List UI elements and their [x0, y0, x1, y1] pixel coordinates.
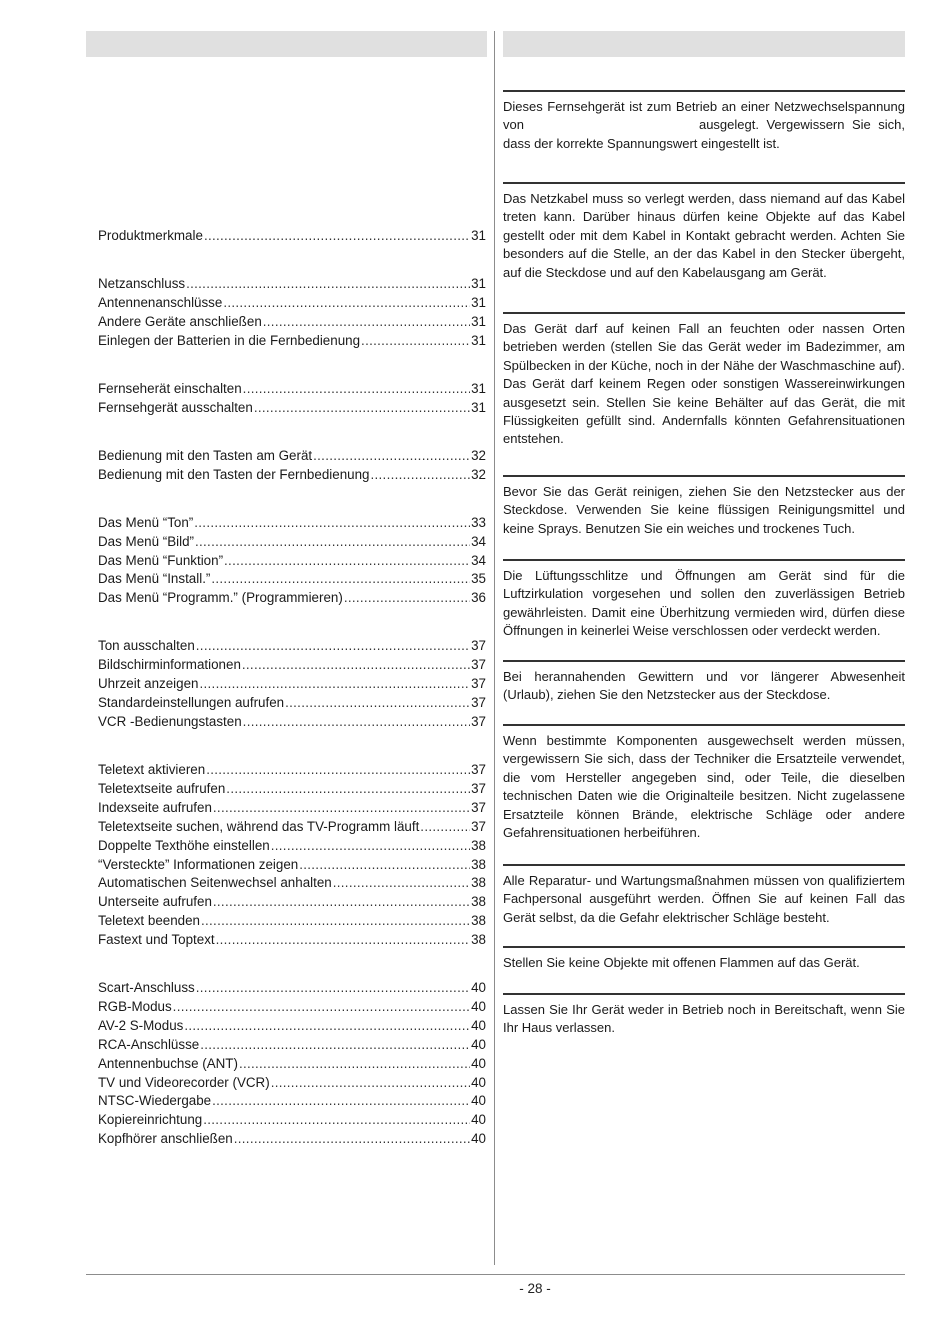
toc-dot-leader — [212, 1092, 470, 1111]
toc-dot-leader — [254, 399, 470, 418]
toc-dot-leader — [333, 874, 470, 893]
toc-entry-label: Indexseite aufrufen — [98, 799, 212, 815]
toc-entry — [98, 399, 486, 418]
toc-entry — [98, 874, 486, 893]
safety-text: Lassen Sie Ihr Gerät weder in Betrieb noch in Bereitschaft, wenn Sie Ihr Haus verlassen. — [503, 1002, 905, 1036]
toc-entry-page: 40 — [471, 1074, 486, 1090]
toc-entry-label: Fernsehgerät ausschalten — [98, 399, 253, 415]
toc-dot-leader — [206, 761, 470, 780]
toc-entry-page: 38 — [471, 837, 486, 853]
toc-entry — [98, 1017, 486, 1036]
toc-entry-page: 37 — [471, 676, 486, 692]
toc-entry — [98, 466, 486, 485]
toc-entry-label: Das Menü “Funktion” — [98, 552, 224, 568]
toc-dot-leader — [299, 856, 470, 875]
safety-section-ventilation — [503, 559, 905, 641]
toc-entry-page: 40 — [471, 1055, 486, 1071]
toc-entry-label: Das Menü “Programm.” (Programmieren) — [98, 590, 343, 606]
toc-dot-leader — [213, 799, 470, 818]
page-number: - 28 - — [519, 1281, 551, 1296]
section-rule — [503, 660, 905, 662]
toc-entry — [98, 380, 486, 399]
toc-entry — [98, 275, 486, 294]
toc-entry — [98, 931, 486, 950]
toc-entry — [98, 313, 486, 332]
toc-entry-page: 31 — [471, 294, 486, 310]
toc-dot-leader — [195, 533, 470, 552]
toc-entry-page: 40 — [471, 980, 486, 996]
toc-dot-leader — [213, 893, 470, 912]
toc-entry-label: Einlegen der Batterien in die Fernbedienung — [98, 332, 361, 348]
toc-entry — [98, 1130, 486, 1149]
toc-entry — [98, 694, 486, 713]
toc-dot-leader — [211, 570, 470, 589]
toc-entry-label: VCR -Bedienungstasten — [98, 713, 242, 729]
toc-entry — [98, 447, 486, 466]
toc-entry-page: 37 — [471, 713, 486, 729]
toc-entry — [98, 998, 486, 1017]
toc-entry-page: 40 — [471, 1112, 486, 1128]
toc-entry-label: Kopiereinrichtung — [98, 1112, 203, 1128]
toc-dot-leader — [194, 514, 470, 533]
toc-group — [98, 275, 486, 351]
section-rule — [503, 90, 905, 92]
toc-entry-label: Das Menü “Ton” — [98, 514, 194, 530]
toc-entry-label: Teletextseite suchen, während das TV-Programm läuft — [98, 818, 420, 834]
toc-entry-page: 31 — [471, 276, 486, 292]
toc-entry-label: “Versteckte” Informationen zeigen — [98, 856, 299, 872]
toc-entry — [98, 912, 486, 931]
toc-entry — [98, 514, 486, 533]
toc-entry — [98, 533, 486, 552]
toc-entry-page: 31 — [471, 313, 486, 329]
toc-entry-label: Uhrzeit anzeigen — [98, 676, 199, 692]
toc-entry — [98, 227, 486, 246]
toc-entry — [98, 1036, 486, 1055]
toc-group — [98, 447, 486, 485]
toc-entry — [98, 332, 486, 351]
toc-dot-leader — [201, 912, 470, 931]
toc-entry-label: Fastext und Toptext — [98, 932, 215, 948]
section-rule — [503, 475, 905, 477]
toc-dot-leader — [344, 589, 470, 608]
toc-entry-page: 37 — [471, 762, 486, 778]
safety-section-cleaning — [503, 475, 905, 538]
section-rule — [503, 312, 905, 314]
toc-entry — [98, 675, 486, 694]
toc-entry-page: 38 — [471, 875, 486, 891]
toc-entry — [98, 893, 486, 912]
safety-text: Die Lüftungsschlitze und Öffnungen am Gerät sind für die Luftzirkulation vorgesehen und sollen den zuverlässigen Betrieb gewährleisten. Damit eine Überhitzung vermieden wird, dürfen diese Öffnungen in keinerlei Weise verschlossen oder verdeckt werden. — [503, 568, 905, 639]
toc-dot-leader — [263, 313, 470, 332]
toc-entry-label: Produktmerkmale — [98, 228, 203, 243]
toc-entry-label: Bildschirminformationen — [98, 657, 241, 673]
toc-dot-leader — [204, 227, 470, 246]
toc-entry-page: 40 — [471, 1017, 486, 1033]
toc-entry — [98, 570, 486, 589]
toc-dot-leader — [243, 380, 470, 399]
toc-entry-label: Andere Geräte anschließen — [98, 313, 262, 329]
toc-entry-page: 37 — [471, 799, 486, 815]
toc-dot-leader — [271, 1074, 470, 1093]
toc-entry — [98, 589, 486, 608]
toc-entry-label: Unterseite aufrufen — [98, 894, 212, 910]
toc-dot-leader — [370, 466, 470, 485]
toc-entry-label: Kopfhörer anschließen — [98, 1131, 233, 1147]
toc-entry-label: Bedienung mit den Tasten am Gerät — [98, 447, 313, 463]
toc-group — [98, 761, 486, 950]
toc-entry-label: Bedienung mit den Tasten der Fernbedienung — [98, 466, 370, 482]
toc-entry-page: 38 — [471, 913, 486, 929]
toc-dot-leader — [224, 552, 470, 571]
toc-dot-leader — [196, 979, 470, 998]
toc-entry — [98, 656, 486, 675]
toc-dot-leader — [239, 1055, 470, 1074]
toc-entry-page: 37 — [471, 657, 486, 673]
toc-entry-label: Doppelte Texthöhe einstellen — [98, 837, 270, 853]
toc-entry-label: Automatischen Seitenwechsel anhalten — [98, 875, 332, 891]
toc-entry-label: Scart-Anschluss — [98, 980, 195, 996]
section-rule — [503, 993, 905, 995]
toc-entry-page: 37 — [471, 695, 486, 711]
toc-entry-page: 33 — [471, 514, 486, 530]
toc-entry-page: 34 — [471, 552, 486, 568]
toc-entry — [98, 637, 486, 656]
toc-entry-label: AV-2 S-Modus — [98, 1017, 184, 1033]
toc-entry — [98, 713, 486, 732]
toc-entry-page: 37 — [471, 780, 486, 796]
toc-entry — [98, 1055, 486, 1074]
toc-dot-leader — [420, 818, 470, 837]
safety-section-power — [503, 90, 905, 153]
toc-dot-leader — [313, 447, 470, 466]
toc-entry-label: Antennenbuchse (ANT) — [98, 1055, 238, 1071]
safety-text: Wenn bestimmte Komponenten ausgewechselt werden müssen, vergewissern Sie sich, dass der Techniker die Ersatzteile verwendet, die vom Hersteller angegeben sind, oder Teile, die dieselben technischen Daten wie die Originalteile besitzen. Nicht zugelassene Ersatzteile können Brände, elektrische Schläge oder andere Gefahrensituationen herbeiführen. — [503, 733, 905, 841]
toc-group — [98, 979, 486, 1149]
toc-entry-page: 32 — [471, 466, 486, 482]
toc-entry-label: Standardeinstellungen aufrufen — [98, 695, 285, 711]
toc-group — [98, 380, 486, 418]
safety-text: Alle Reparatur- und Wartungsmaßnahmen müssen von qualifiziertem Fachpersonal ausgeführt werden. Öffnen Sie auf keinen Fall das Gerät selbst, da die Gefahr elektrischer Schläge besteht. — [503, 873, 905, 925]
toc-entry-label: Teletext beenden — [98, 913, 200, 929]
toc-dot-leader — [234, 1130, 470, 1149]
toc-entry-label: RCA-Anschlüsse — [98, 1036, 200, 1052]
toc-entry-page: 31 — [471, 380, 486, 396]
toc-entry — [98, 1111, 486, 1130]
safety-text: Bevor Sie das Gerät reinigen, ziehen Sie den Netzstecker aus der Steckdose. Verwenden Sie keine flüssigen Reinigungsmittel und keine Sprays. Benutzen Sie ein weiches und trockenes Tuch. — [503, 484, 905, 536]
footer-rule — [86, 1274, 905, 1275]
toc-entry-page: 38 — [471, 932, 486, 948]
toc-entry-label: TV und Videorecorder (VCR) — [98, 1074, 270, 1090]
toc-dot-leader — [200, 675, 471, 694]
toc-entry — [98, 780, 486, 799]
toc-entry-page: 35 — [471, 571, 486, 587]
toc-entry-page: 34 — [471, 533, 486, 549]
toc-entry — [98, 294, 486, 313]
toc-entry-page: 36 — [471, 590, 486, 606]
toc-dot-leader — [173, 998, 470, 1017]
safety-section-servicing — [503, 864, 905, 927]
safety-text: Stellen Sie keine Objekte mit offenen Flammen auf das Gerät. — [503, 955, 860, 970]
toc-dot-leader — [285, 694, 470, 713]
toc-entry-page: 31 — [471, 399, 486, 415]
toc-entry — [98, 1092, 486, 1111]
toc-entry-label: Fernseherät einschalten — [98, 380, 242, 396]
toc-group — [98, 514, 486, 608]
toc-entry-label: Antennenanschlüsse — [98, 294, 223, 310]
toc-entry-label: Teletextseite aufrufen — [98, 780, 226, 796]
toc-entry-label: Das Menü “Install.” — [98, 571, 211, 587]
toc-entry-page: 31 — [471, 332, 486, 348]
toc-entry — [98, 761, 486, 780]
toc-entry — [98, 1074, 486, 1093]
toc-entry-page: 37 — [471, 638, 486, 654]
toc-dot-leader — [243, 713, 470, 732]
toc-entry-page: 32 — [471, 447, 486, 463]
safety-section-leaving-home — [503, 993, 905, 1038]
section-rule — [503, 724, 905, 726]
toc-dot-leader — [216, 931, 470, 950]
toc-dot-leader — [184, 1017, 470, 1036]
safety-section-replacement-parts — [503, 724, 905, 842]
toc-dot-leader — [223, 294, 470, 313]
toc-group — [98, 637, 486, 731]
toc-entry-label: Teletext aktivieren — [98, 762, 206, 778]
safety-section-cable — [503, 182, 905, 282]
safety-text: Bei herannahenden Gewittern und vor längerer Abwesenheit (Urlaub), ziehen Sie den Netzstecker aus der Steckdose. — [503, 669, 905, 703]
safety-section-moisture — [503, 312, 905, 449]
toc-entry-label: NTSC-Wiedergabe — [98, 1093, 212, 1109]
toc-entry-page: 40 — [471, 1131, 486, 1147]
toc-dot-leader — [226, 780, 470, 799]
toc-entry — [98, 818, 486, 837]
toc-entry-page: 40 — [471, 1093, 486, 1109]
left-column-header-bar — [86, 31, 487, 57]
toc-entry-page: 40 — [471, 1036, 486, 1052]
safety-section-lightning — [503, 660, 905, 705]
toc-entry — [98, 856, 486, 875]
toc-entry-page: 37 — [471, 818, 486, 834]
toc-dot-leader — [361, 332, 470, 351]
toc-entry-label: Das Menü “Bild” — [98, 533, 194, 549]
toc-group — [98, 227, 486, 246]
toc-dot-leader — [186, 275, 470, 294]
toc-entry-label: RGB-Modus — [98, 999, 172, 1015]
toc-entry — [98, 979, 486, 998]
safety-text: Das Netzkabel muss so verlegt werden, dass niemand auf das Kabel treten kann. Darüber hinaus dürfen keine Objekte auf das Kabel gestellt oder mit dem Kabel in Kontakt gebracht werden. Achten Sie besonders auf die Stelle, an der das Kabel in den Stecker übergeht, auf die Steckdose und auf den Kabelausgang am Gerät. — [503, 191, 905, 280]
section-rule — [503, 559, 905, 561]
safety-text: Dieses Fernsehgerät ist zum Betrieb an einer Netzwechselspannung von ausgelegt. Vergewissern Sie sich, dass der korrekte Spannungswert eingestellt ist. — [503, 99, 905, 151]
toc-entry — [98, 552, 486, 571]
toc-entry — [98, 799, 486, 818]
toc-entry-page: 31 — [471, 228, 486, 243]
toc-dot-leader — [203, 1111, 470, 1130]
safety-section-open-flames — [503, 946, 905, 972]
section-rule — [503, 946, 905, 948]
toc-entry-label: Ton ausschalten — [98, 638, 195, 654]
section-rule — [503, 182, 905, 184]
toc-dot-leader — [271, 837, 470, 856]
toc-entry-label: Netzanschluss — [98, 276, 186, 292]
toc-entry-page: 40 — [471, 999, 486, 1015]
toc-dot-leader — [242, 656, 470, 675]
right-column-header-bar — [503, 31, 905, 57]
table-of-contents — [98, 227, 486, 1178]
toc-entry-page: 38 — [471, 894, 486, 910]
toc-entry-page: 38 — [471, 856, 486, 872]
toc-dot-leader — [196, 637, 470, 656]
column-divider — [494, 31, 495, 1265]
toc-entry — [98, 837, 486, 856]
safety-text: Das Gerät darf auf keinen Fall an feuchten oder nassen Orten betrieben werden (stellen Sie das Gerät weder im Badezimmer, am Spülbecken in der Küche, noch in der Nähe der Waschmaschine auf). Das Gerät darf keinem Regen oder sonstigen Wassereinwirkungen ausgesetzt sein. Stellen Sie keine Behälter auf das Gerät, die mit Flüssigkeiten gefüllt sind. Andernfalls könnten Gefahrensituationen entstehen. — [503, 321, 905, 447]
toc-dot-leader — [200, 1036, 470, 1055]
section-rule — [503, 864, 905, 866]
